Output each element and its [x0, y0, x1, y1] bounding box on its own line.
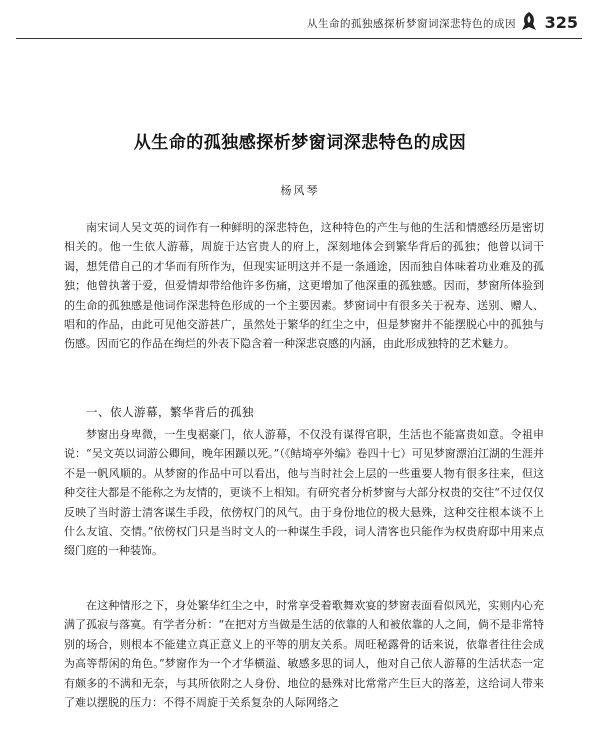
section-heading: 一、依人游幕，繁华背后的孤独 — [86, 405, 254, 419]
running-title: 从生命的孤独感探析梦窗词深悲特色的成因 — [307, 18, 516, 30]
header-divider — [16, 38, 582, 39]
paragraph-text: 梦窗出身卑微，一生曳裾豪门，依人游幕，不仅没有谋得官职，生活也不能富贵如意。令祖申说：“吴文英以词游公卿间，晚年困踬以死。”（《鲒埼亭外编》卷四十七）可见梦窗漂泊江湖的生涯并不是一帆风顺的。从梦窗的作品中可以看出，他与当时社会上层的一些重要人物有很多往来，但这种交往大都是不能称之为友情的，更谈不上相知。有研究者分析梦窗与大部分权贵的交往“不过仅仅反映了当时游士清客谋生手段，依傍权门的风气。由于身份地位的极大悬殊，这种交往根本谈不上什么友谊、交情。”依傍权门只是当时文人的一种谋生手段，词人清客也只能作为权贵府邸中用来点缀门庭的一种装饰。 — [64, 428, 544, 558]
article-title: 从生命的孤独感探析梦窗词深悲特色的成因 — [133, 133, 467, 153]
intro-paragraph — [64, 218, 544, 354]
body-paragraph — [64, 425, 544, 561]
paragraph-text: 南宋词人吴文英的词作有一种鲜明的深悲特色，这种特色的产生与他的生活和情感经历是密切相关的。他一生依人游幕，周旋于达官贵人的府上，深刻地体会到繁华背后的孤独；他曾以词干谒，想凭借自己的才华而有所作为，但现实证明这并不是一条通途，因而独自体味着功业难及的孤独；他曾执著于爱，但爱情却带给他许多伤痛，这更增加了他深重的孤独感。因而，梦窗所体验到的生命的孤独感是他词作深悲特色形成的一个主要因素。梦窗词中有很多关于祝寿、送别、赠人、唱和的作品，由此可见他交游甚广，虽然处于繁华的红尘之中，但是梦窗并不能摆脱心中的孤独与伤感。因而它的作品在绚烂的外表下隐含着一种深悲哀感的内涵，由此形成独特的艺术魅力。 — [64, 221, 544, 351]
running-header — [0, 10, 600, 40]
publisher-logo-icon — [520, 11, 538, 31]
article-author: 杨风琴 — [280, 184, 320, 197]
page-number: 325 — [544, 13, 578, 32]
body-paragraph — [64, 596, 544, 712]
paragraph-text: 在这种情形之下，身处繁华红尘之中，时常享受着歌舞欢宴的梦窗表面看似风光，实则内心充满了孤寂与落寞。有学者分析：“在把对方当做是生活的依靠的人和被依靠的人之间，倘不是非常特别的场合，则根本不能建立真正意义上的平等的朋友关系。周旺秘露骨的话来说，依靠者往往会成为高等帮闲的角色。”梦窗作为一个才华横溢、敏感多思的词人，他对自己依人游幕的生活状态一定有颇多的不满和无奈，与其所依附之人身份、地位的悬殊对比常常产生巨大的落差，这给词人带来了难以摆脱的压力：不得不周旋于关系复杂的人际网络之 — [64, 599, 544, 710]
